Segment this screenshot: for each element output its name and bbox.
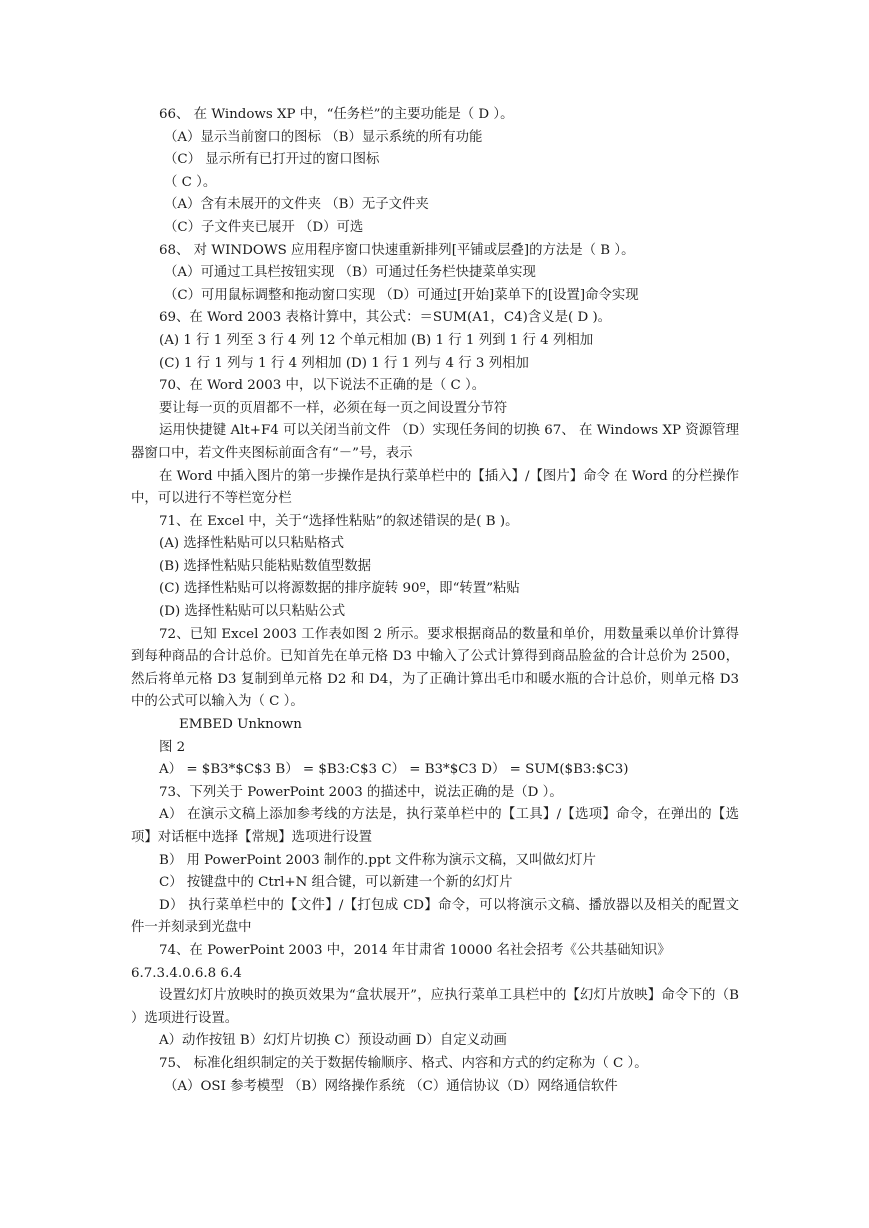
option-line: A）动作按钮 B）幻灯片切换 C）预设动画 D）自定义动画 <box>159 1033 507 1049</box>
statement-paragraph: 设置幻灯片放映时的换页效果为“盒状展开”，应执行菜单工具栏中的【幻灯片放映】命令下的（B ）选项进行设置。 <box>131 988 739 1026</box>
option-line: （C）子文件夹已展开 （D）可选 <box>164 219 364 235</box>
option-line: (A) 选择性粘贴可以只粘贴格式 <box>159 536 345 552</box>
document-body <box>131 104 739 1098</box>
question-70: 70、在 Word 2003 中，以下说法不正确的是（ C ）。 <box>159 378 486 394</box>
option-line: （A）OSI 参考模型 （B）网络操作系统 （C）通信协议（D）网络通信软件 <box>164 1078 618 1094</box>
option-line: (A) 1 行 1 列至 3 行 4 列 12 个单元相加 (B) 1 行 1 列到 1 行 4 列相加 <box>159 332 594 348</box>
statement-paragraph: 在 Word 中插入图片的第一步操作是执行菜单栏中的【插入】/【图片】命令 在 Word 的分栏操作中，可以进行不等栏宽分栏 <box>131 468 739 507</box>
option-paragraph: A） 在演示文稿上添加参考线的方法是，执行菜单栏中的【工具】/【选项】命令，在弹出的【选项】对话框中选择【常规】选项进行设置 <box>131 807 739 845</box>
question-66: 66、 在 Windows XP 中，“任务栏”的主要功能是（ D ）。 <box>159 107 514 122</box>
option-line: （C）可用鼠标调整和拖动窗口实现 （D）可通过[开始]菜单下的[设置]命令实现 <box>164 287 639 303</box>
question-68: 68、 对 WINDOWS 应用程序窗口快速重新排列[平铺或层叠]的方法是（ B ）。 <box>159 242 635 258</box>
option-paragraph: D） 执行菜单栏中的【文件】/【打包成 CD】命令，可以将演示文稿、播放器以及相关的配置文件一并刻录到光盘中 <box>131 897 739 936</box>
option-line: （A）显示当前窗口的图标 （B）显示系统的所有功能 <box>164 129 483 145</box>
question-75: 75、 标准化组织制定的关于数据传输顺序、格式、内容和方式的约定称为（ C ）。 <box>159 1055 648 1071</box>
option-line: (D) 选择性粘贴可以只粘贴公式 <box>159 604 346 620</box>
statement-paragraph: 运用快捷键 Alt+F4 可以关闭当前文件 （D）实现任务间的切换 67、 在 Windows XP 资源管理器窗口中，若文件夹图标前面含有“－”号，表示 <box>131 423 739 461</box>
question-72: 72、已知 Excel 2003 工作表如图 2 所示。要求根据商品的数量和单价，用数量乘以单价计算得到每种商品的合计总价。已知首先在单元格 D3 中输入了公式计算得到商品脸盆的合计总价为 2500，然后将单元格 D3 复制到单元格 D2 和 D4，为了正确计算出毛巾和暖水瓶的合计总价，则单元格 D3 中的公式可以输入为（ C ）。 <box>131 626 739 710</box>
option-line: （A）含有未展开的文件夹 （B）无子文件夹 <box>164 197 429 213</box>
option-line: B） 用 PowerPoint 2003 制作的.ppt 文件称为演示文稿，又叫做幻灯片 <box>159 852 596 868</box>
question-74: 74、在 PowerPoint 2003 中，2014 年甘肃省 10000 名社会招考《公共基础知识》 <box>159 942 671 958</box>
embed-placeholder: EMBED Unknown <box>179 717 302 733</box>
statement-line: 要让每一页的页眉都不一样，必须在每一页之间设置分节符 <box>159 400 508 416</box>
option-line: (C) 1 行 1 列与 1 行 4 列相加 (D) 1 行 1 列与 4 行 3 列相加 <box>159 355 529 371</box>
question-71: 71、在 Excel 中，关于“选择性粘贴”的叙述错误的是( B )。 <box>159 513 519 529</box>
option-line: (B) 选择性粘贴只能粘贴数值型数据 <box>159 558 372 574</box>
option-line: （A）可通过工具栏按钮实现 （B）可通过任务栏快捷菜单实现 <box>164 265 536 281</box>
number-line: 6.7.3.4.0.6.8 6.4 <box>131 965 242 981</box>
option-line: C） 按键盘中的 Ctrl+N 组合键，可以新建一个新的幻灯片 <box>159 875 513 891</box>
option-line: (C) 选择性粘贴可以将源数据的排序旋转 90º，即“转置”粘贴 <box>159 581 520 597</box>
answer-line: （ C ）。 <box>164 174 217 190</box>
question-73: 73、下列关于 PowerPoint 2003 的描述中，说法正确的是（D ）。 <box>159 784 563 800</box>
option-line: （C） 显示所有已打开过的窗口图标 <box>164 152 380 168</box>
question-69: 69、在 Word 2003 表格计算中，其公式：＝SUM(A1，C4)含义是( D )。 <box>159 310 612 326</box>
option-line: A） = $B3*$C$3 B） = $B3:C$3 C） = B3*$C3 D） = SUM($B3:$C3) <box>159 762 629 778</box>
figure-caption: 图 2 <box>159 739 186 755</box>
